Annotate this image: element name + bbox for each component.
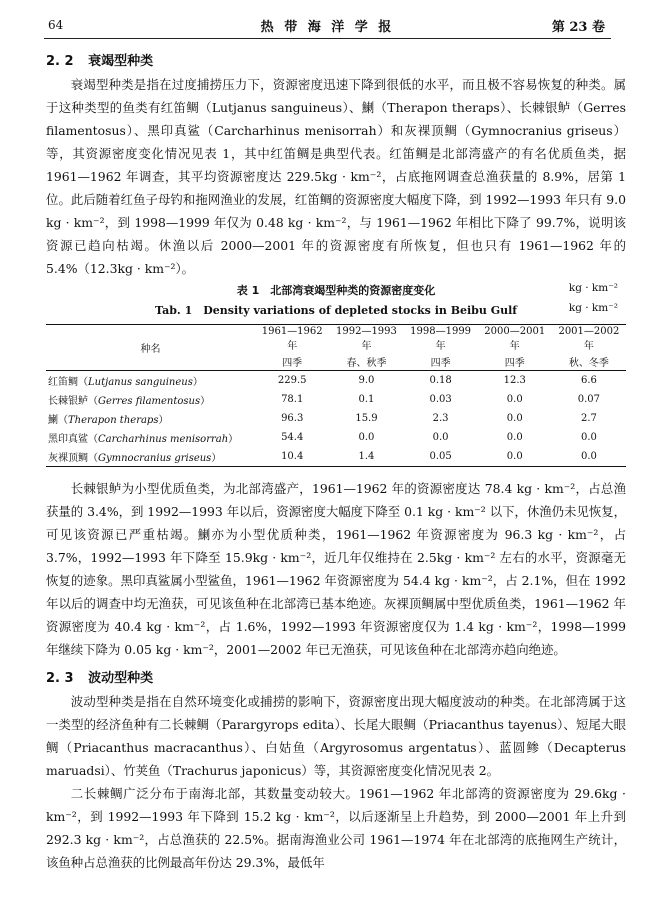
page-number: 64 bbox=[48, 18, 64, 32]
value-cell: 96.3 bbox=[281, 413, 304, 424]
value-cell: 0.0 bbox=[580, 432, 597, 443]
table-1 bbox=[46, 324, 626, 467]
column-header-year: 1998—1999 年 bbox=[404, 325, 478, 354]
value-cell: 0.0 bbox=[552, 447, 626, 467]
section-heading-2-3: 2. 3 波动型种类 bbox=[46, 671, 154, 686]
value-cell: 1.4 bbox=[329, 447, 403, 467]
running-header bbox=[44, 14, 611, 39]
column-header-season: 春、秋季 bbox=[329, 353, 403, 371]
table-caption-en: Tab. 1 Density variations of depleted stocks in Beibu Gulf bbox=[154, 304, 518, 317]
value-cell: 0.0 bbox=[506, 413, 523, 424]
value-cell: 12.3 bbox=[503, 375, 526, 386]
value-cell: 0.0 bbox=[506, 394, 523, 405]
value-cell: 0.0 bbox=[506, 432, 523, 443]
value-cell: 0.03 bbox=[429, 394, 452, 405]
value-cell: 0.1 bbox=[358, 394, 375, 405]
table-row bbox=[46, 371, 626, 391]
table-caption-zh: 表 1 北部湾衰竭型种类的资源密度变化 bbox=[236, 284, 436, 297]
species-cell: 灰裸顶鲷（Gymnocranius griseus） bbox=[46, 447, 255, 467]
value-cell: 78.1 bbox=[281, 394, 304, 405]
column-header-season: 秋、冬季 bbox=[552, 353, 626, 371]
species-cell: 红笛鲷（Lutjanus sanguineus） bbox=[48, 377, 203, 388]
table-unit: kg · km⁻² bbox=[568, 282, 618, 294]
value-cell: 6.6 bbox=[580, 375, 597, 386]
paragraph: 波动型种类是指在自然环境变化或捕捞的影响下，资源密度出现大幅度波动的种类。在北部湾属于这一类型的经济鱼种有二长棘鲷（Parargyrops edita）、长尾大眼鲷（Priacanthus tayenus）、短尾大眼鲷（Priacanthus macracanthus）、白姑鱼（Argyrosomus argentatus）、蓝圆鲹（Decapterus maruadsi）、竹荚鱼（Trachurus japonicus）等，其资源密度变化情况见表 2。 bbox=[46, 694, 626, 778]
section-heading-2-2: 2. 2 衰竭型种类 bbox=[46, 54, 154, 69]
article-body bbox=[46, 44, 626, 874]
value-cell: 0.07 bbox=[577, 394, 601, 405]
value-cell: 229.5 bbox=[277, 375, 307, 386]
column-header-year: 1961—1962 年 bbox=[255, 325, 329, 354]
journal-title: 热 带 海 洋 学 报 bbox=[260, 20, 395, 35]
paragraph: 二长棘鲷广泛分布于南海北部，其数量变动较大。1961—1962 年北部湾的资源密度为 29.6kg · km⁻²，到 1992—1993 年下降到 15.2 kg · km⁻²，以后逐渐呈上升趋势，到 2000—2001 年上升到 292.3 kg · km⁻²，占总渔获的 22.5%。据南海渔业公司 1961—1974 年在北部湾的底拖网生产统计，该鱼种占总渔获的比例最高年份达 29.3%，最低年 bbox=[46, 786, 626, 870]
value-cell: 0.05 bbox=[404, 447, 478, 467]
value-cell: 0.0 bbox=[478, 447, 552, 467]
column-header-year: 2001—2002 年 bbox=[552, 325, 626, 354]
column-header-species: 种名 bbox=[46, 325, 255, 371]
column-header-season: 四季 bbox=[478, 353, 552, 371]
volume-label: 第 23 卷 bbox=[551, 20, 605, 35]
table-row bbox=[46, 390, 626, 409]
column-header-year: 2000—2001 年 bbox=[478, 325, 552, 354]
value-cell: 2.3 bbox=[432, 413, 449, 424]
table-row bbox=[46, 409, 626, 428]
table-caption bbox=[46, 282, 626, 318]
value-cell: 9.0 bbox=[358, 375, 375, 386]
value-cell: 10.4 bbox=[255, 447, 329, 467]
value-cell: 15.9 bbox=[355, 413, 378, 424]
column-header-year: 1992—1993 年 bbox=[329, 325, 403, 354]
table-row bbox=[46, 428, 626, 447]
value-cell: 2.7 bbox=[580, 413, 597, 424]
table-row bbox=[46, 447, 626, 467]
value-cell: 0.0 bbox=[358, 432, 375, 443]
species-cell: 黑印真鲨（Carcharhinus menisorrah） bbox=[48, 434, 239, 445]
value-cell: 0.18 bbox=[429, 375, 452, 386]
column-header-season: 四季 bbox=[404, 353, 478, 371]
column-header-season: 四季 bbox=[255, 353, 329, 371]
paragraph: 长棘银鲈为小型优质鱼类，为北部湾盛产，1961—1962 年的资源密度达 78.4 kg · km⁻²，占总渔获量的 3.4%，到 1992—1993 年以后，资源密度大幅度下降至 0.1 kg · km⁻² 以下，休渔仍未见恢复，可见该资源已严重枯竭。鯻亦为小型优质种类，1961—1962 年资源密度为 96.3 kg · km⁻²，占 3.7%，1992—1993 年下降至 15.9kg · km⁻²，近几年仅维持在 2.5kg · km⁻² 左右的水平，资源毫无恢复的迹象。黑印真鲨属小型鲨鱼，1961—1962 年资源密度为 54.4 kg · km⁻²，占 2.1%，但在 1992 年以后的调查中均无渔获，可见该鱼种在北部湾已基本绝迹。灰裸顶鲷属中型优质鱼类，1961—1962 年资源密度为 40.4 kg · km⁻²，占 1.6%，1992—1993 年资源密度仅为 1.4 kg · km⁻²，1998—1999 年继续下降为 0.05 kg · km⁻²，2001—2002 年已无渔获，可见该鱼种在北部湾亦趋向绝迹。 bbox=[46, 481, 627, 657]
table-unit: kg · km⁻² bbox=[568, 302, 618, 314]
paragraph: 衰竭型种类是指在过度捕捞压力下，资源密度迅速下降到很低的水平，而且极不容易恢复的种类。属于这种类型的鱼类有红笛鲷（Lutjanus sanguineus）、鯻（Therapon theraps）、长棘银鲈（Gerres filamentosus）、黑印真鲨（Carcharhinus menisorrah）和灰裸顶鲷（Gymnocranius griseus）等，其资源密度变化情况见表 1，其中红笛鲷是典型代表。红笛鲷是北部湾盛产的有名优质鱼类，据 1961—1962 年调查，其平均资源密度达 229.5kg · km⁻²，占底拖网调查总渔获量的 8.9%，居第 1 位。此后随着红鱼子母钓和拖网渔业的发展，红笛鲷的资源密度大幅度下降，到 1992—1993 年只有 9.0 kg · km⁻²，到 1998—1999 年仅为 0.48 kg · km⁻²，与 1961—1962 年相比下降了 99.7%，说明该资源已趋向枯竭。休渔以后 2000—2001 年的资源密度有所恢复，但也只有 1961—1962 年的 5.4%（12.3kg · km⁻²）。 bbox=[46, 77, 626, 276]
species-cell: 长棘银鲈（Gerres filamentosus） bbox=[48, 396, 211, 407]
value-cell: 0.0 bbox=[432, 432, 449, 443]
value-cell: 54.4 bbox=[281, 432, 304, 443]
species-cell: 鯻（Therapon theraps） bbox=[48, 415, 169, 426]
